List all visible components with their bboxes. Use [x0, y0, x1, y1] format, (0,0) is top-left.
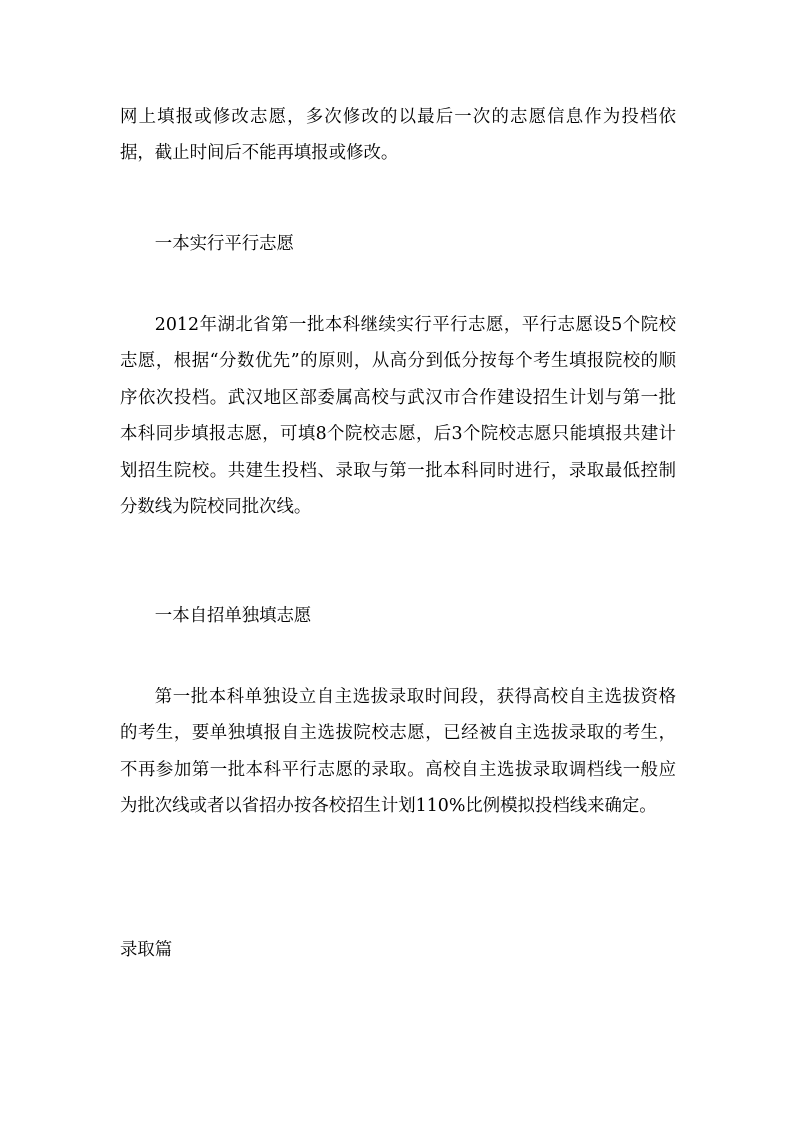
heading-independent-recruitment: 一本自招单独填志愿: [154, 606, 312, 626]
paragraph-parallel-volunteer: 2012年湖北省第一批本科继续实行平行志愿，平行志愿设5个院校志愿，根据“分数优先”的原则，从高分到低分按每个考生填报院校的顺序依次投档。武汉地区部委属高校与武汉市合作建设招生计划与第一批本科同步填报志愿，可填8个院校志愿，后3个院校志愿只能填报共建计划招生院校。共建生投档、录取与第一批本科同时进行，录取最低控制分数线为院校同批次线。: [120, 315, 676, 518]
section-heading-admission: 录取篇: [120, 940, 173, 960]
heading-parallel-volunteer: 一本实行平行志愿: [154, 234, 294, 254]
paragraph-submission-rules: 网上填报或修改志愿，多次修改的以最后一次的志愿信息作为投档依据，截止时间后不能再填报或修改。: [120, 107, 676, 164]
paragraph-independent-recruitment: 第一批本科单独设立自主选拔录取时间段，获得高校自主选拔资格的考生，要单独填报自主选拔院校志愿，已经被自主选拔录取的考生，不再参加第一批本科平行志愿的录取。高校自主选拔录取调档线一般应为批次线或者以省招办按各校招生计划110%比例模拟投档线来确定。: [120, 687, 676, 817]
